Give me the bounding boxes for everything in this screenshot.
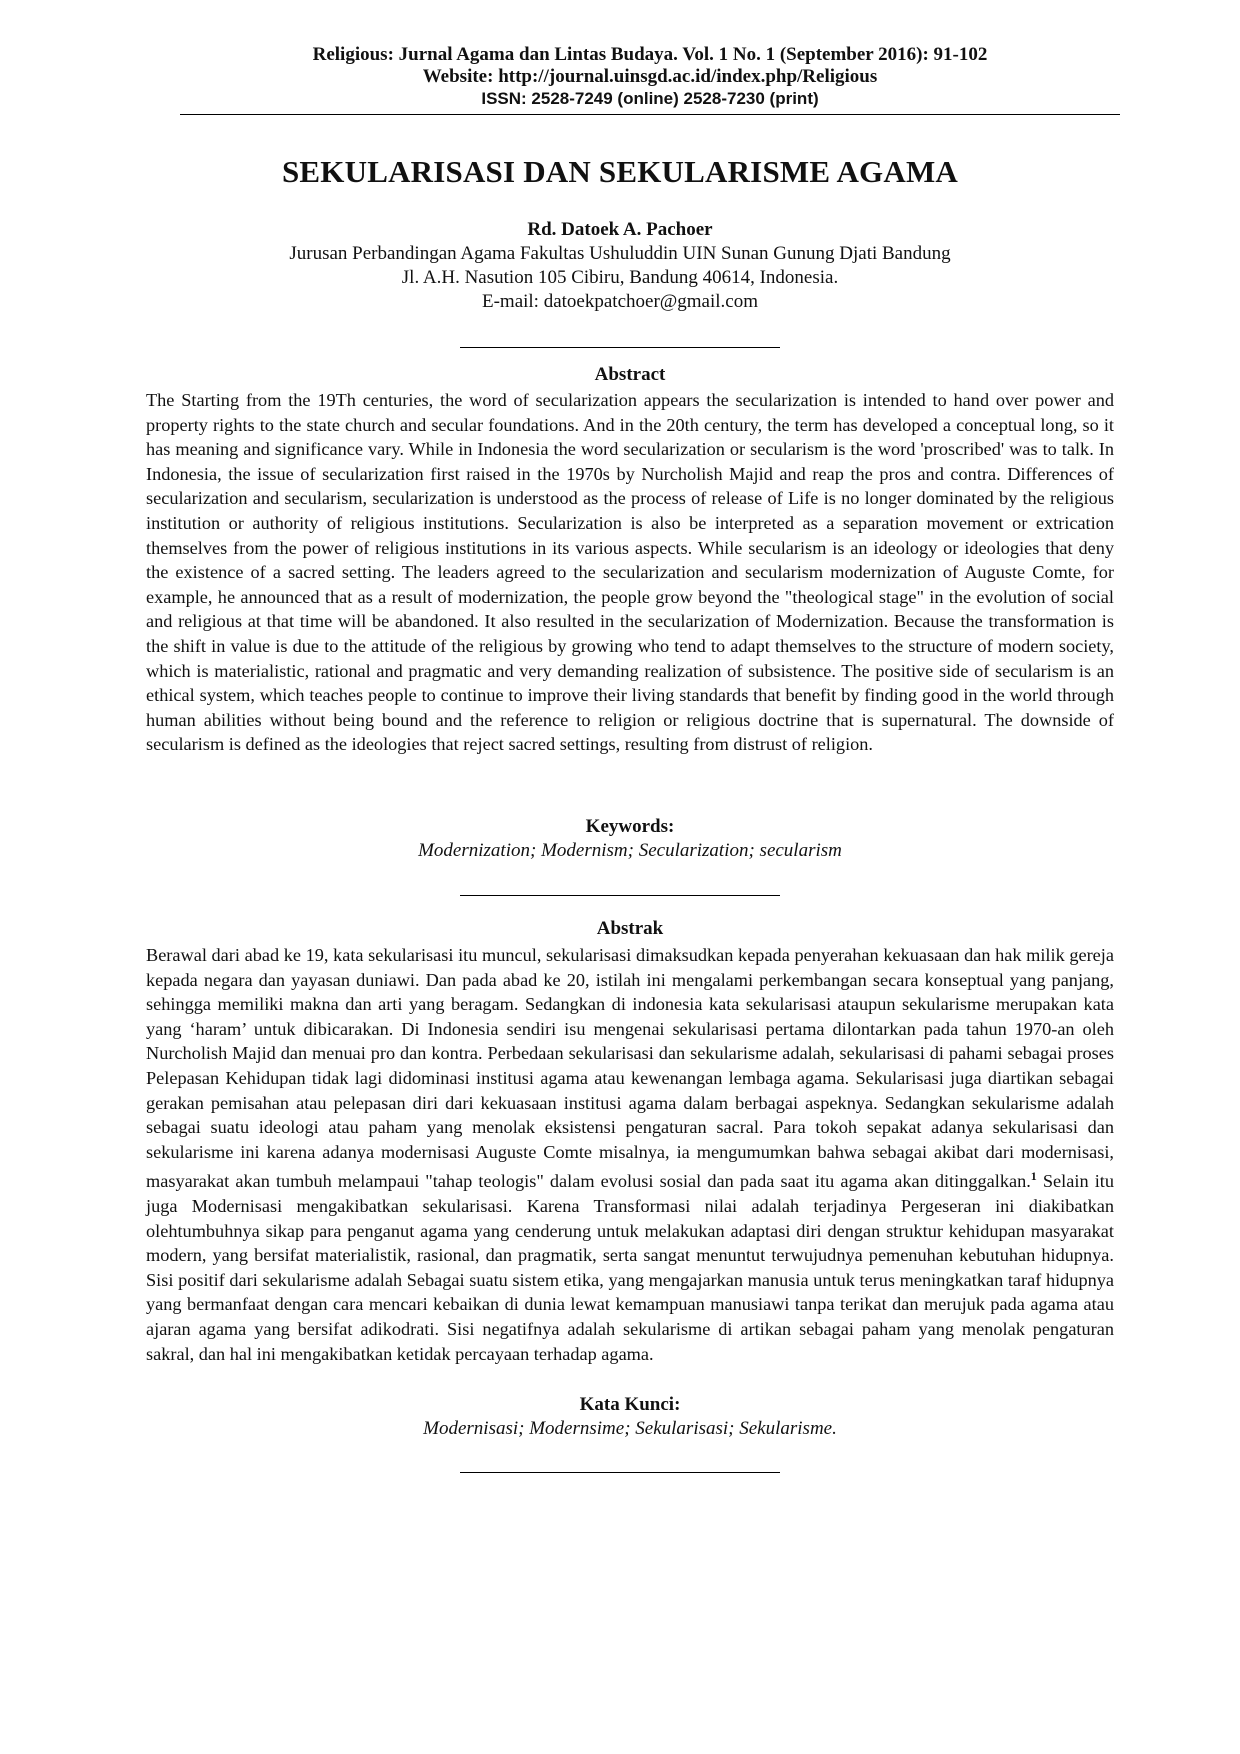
journal-citation: Religious: Jurnal Agama dan Lintas Budaya. Vol. 1 No. 1 (September 2016): 91-102 — [312, 44, 988, 65]
footnote-marker: 1 — [1030, 1169, 1037, 1184]
author-affiliation: Jurusan Perbandingan Agama Fakultas Ushuluddin UIN Sunan Gunung Djati Bandung — [289, 243, 951, 264]
keywords-heading: Keywords: — [585, 816, 675, 837]
abstract-heading: Abstract — [594, 364, 666, 385]
divider-after-keywords — [0, 883, 1240, 901]
article-title: SEKULARISASI DAN SEKULARISME AGAMA — [281, 154, 958, 189]
abstract-text: The Starting from the 19Th centuries, the word of secularization appears the secularization is intended to hand over power and property rights to the state church and secular foundations. And in the 20th century, the term has developed a conceptual long, so it has meaning and significance vary. While in Indonesia the word secularization or secularism is the word 'proscribed' was to talk. In Indonesia, the issue of secularization first raised in the 1970s by Nurcholish Majid and reap the pros and contra. Differences of secularization and secularism, secularization is understood as the process of release of Life is no longer dominated by the religious institution or authority of religious institutions. Secularization is also be interpreted as a separation movement or extrication themselves from the power of religious institutions in its various aspects. While secularism is an ideology or ideologies that deny the existence of a sacred setting. The leaders agreed to the secularization and secularism modernization of Auguste Comte, for example, he announced that as a result of modernization, the people grow beyond the "theological stage" in the evolution of social and religious at that time will be abandoned. It also resulted in the secularization of Modernization. Because the transformation is the shift in value is due to the attitude of the religious by growing who tend to adapt themselves to the structure of modern society, which is materialistic, rational and pragmatic and very demanding realization of subsistence. The positive side of secularism is an ethical system, which teaches people to continue to improve their living standards that benefit by finding good in the world through human abilities without being bound and the reference to religion or religious doctrine that is supernatural. The downside of secularism is defined as the ideologies that reject sacred settings, resulting from distrust of religion. — [146, 390, 1114, 755]
header-divider — [180, 114, 1120, 115]
divider-after-author — [0, 335, 1240, 353]
author-email: E-mail: datoekpatchoer@gmail.com — [481, 291, 758, 312]
abstrak-heading: Abstrak — [596, 918, 664, 939]
journal-issn: ISSN: 2528-7249 (online) 2528-7230 (print) — [481, 89, 819, 108]
abstrak-text-part1: Berawal dari abad ke 19, kata sekularisasi itu muncul, sekularisasi dimaksudkan kepada penyerahan kekuasaan dan hak milik gereja kepada negara dan yayasan duniawi. Dan pada abad ke 20, istilah ini mengalami perkembangan secara konseptual yang panjang, sehingga memiliki makna dan arti yang beragam. Sedangkan di indonesia kata sekularisasi ataupun sekularisme merupakan kata yang ‘haram’ untuk dibicarakan. Di Indonesia sendiri isu mengenai sekularisasi pertama dilontarkan pada tahun 1970-an oleh Nurcholish Majid dan menuai pro dan kontra. Perbedaan sekularisasi dan sekularisme adalah, sekularisasi di pahami sebagai proses Pelepasan Kehidupan tidak lagi didominasi institusi agama atau kewenangan lembaga agama. Sekularisasi juga diartikan sebagai gerakan pemisahan atau pelepasan diri dari kekuasaan institusi agama dalam berbagai aspeknya. Sedangkan sekularisme adalah sebagai suatu ideologi atau paham yang menolak eksistensi pengaturan sacral. Para tokoh sepakat adanya sekularisasi dan sekularisme ini karena adanya modernisasi Auguste Comte misalnya, ia mengumumkan bahwa sebagai akibat dari modernisasi, masyarakat akan tumbuh melampaui "tahap teologis" dalam evolusi sosial dan pada saat itu agama akan ditinggalkan. — [146, 945, 1114, 1192]
author-block — [140, 218, 1100, 314]
author-address: Jl. A.H. Nasution 105 Cibiru, Bandung 40614, Indonesia. — [401, 267, 839, 288]
journal-website: Website: http://journal.uinsgd.ac.id/index.php/Religious — [422, 66, 878, 87]
author-name: Rd. Datoek A. Pachoer — [527, 219, 713, 240]
kata-kunci-list: Modernisasi; Modernsime; Sekularisasi; Sekularisme. — [423, 1418, 837, 1439]
abstrak-text — [146, 943, 1114, 1366]
kata-kunci-heading: Kata Kunci: — [579, 1394, 681, 1415]
keywords-list: Modernization; Modernism; Secularization; secularism — [418, 840, 842, 861]
journal-header — [180, 44, 1120, 110]
divider-after-kata-kunci — [0, 1460, 1240, 1478]
abstrak-text-part2: Selain itu juga Modernisasi mengakibatkan sekularisasi. Karena Transformasi nilai adalah terjadinya Pergeseran ini diakibatkan olehtumbuhnya sikap para penganut agama yang cenderung untuk melakukan adaptasi diri dengan struktur kehidupan masyarakat modern, yang bersifat materialistik, rasional, dan pragmatik, serta sangat menuntut terwujudnya pemenuhan kebutuhan hidupnya. Sisi positif dari sekularisme adalah Sebagai suatu sistem etika, yang mengajarkan manusia untuk terus meningkatkan taraf hidupnya yang bermanfaat dengan cara mencari kebaikan di dunia lewat kemampuan manusiawi tanpa terikat dan merujuk pada agama atau ajaran agama yang bersifat adikodrati. Sisi negatifnya adalah sekularisme di artikan sebagai paham yang menolak pengaturan sakral, dan hal ini mengakibatkan ketidak percayaan terhadap agama. — [146, 1171, 1114, 1364]
